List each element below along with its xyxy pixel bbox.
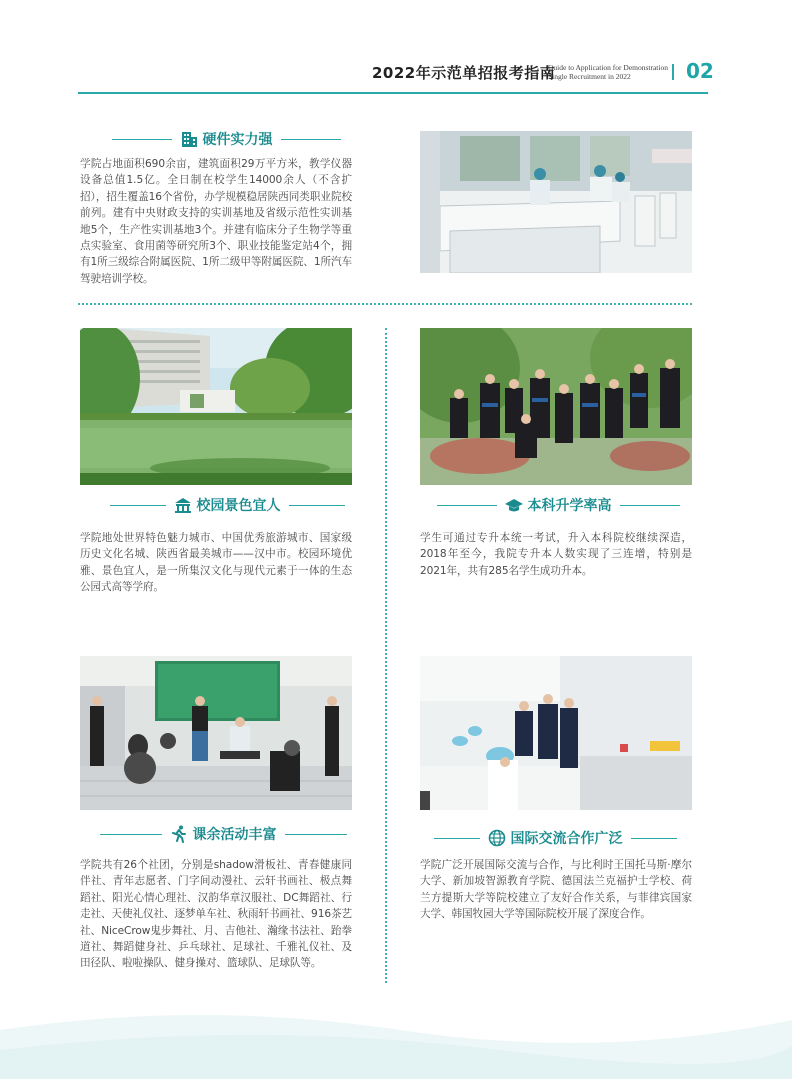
campus-photo xyxy=(80,328,352,485)
section-title: 校园景色宜人 xyxy=(196,498,281,514)
upgrade-text: 学生可通过专升本统一考试，升入本科院校继续深造，2018年至今，我院专升本人数实现了三连增，特别是2021年，共有285名学生成功升本。 xyxy=(420,532,692,577)
section-title: 硬件实力强 xyxy=(202,132,273,148)
section-title: 国际交流合作广泛 xyxy=(510,831,623,847)
heading-rule-left xyxy=(110,505,166,506)
heading-rule-left xyxy=(437,505,497,506)
section-title: 课余活动丰富 xyxy=(192,827,277,843)
hardware-text: 学院占地面积690余亩，建筑面积29万平方米，教学仪器设备总值1.5亿。全日制在校学生14000余人（不含扩招），招生覆盖16个省份，办学规模稳居陕西同类职业院校前列。建有中央财政支持的实训基地及省级示范性实训基地5个，生产性实训基地3个。并建有临床分子生物学等重点实验室、食用菌等研究所3个、职业技能鉴定站4个，拥有1所三级综合附属医院、1所二级甲等附属医院、1所汽车驾驶培训学校。 xyxy=(80,158,352,285)
runner-icon xyxy=(170,825,188,843)
building-icon xyxy=(180,130,198,148)
international-text: 学院广泛开展国际交流与合作，与比利时王国托马斯·摩尔大学、新加坡智源教育学院、德国法兰克福护士学校、荷兰方提斯大学等院校建立了友好合作关系，与菲律宾国家大学、韩国牧园大学等国际院校开展了深度合作。 xyxy=(420,859,692,921)
header-rule xyxy=(78,92,708,94)
heading-rule-left xyxy=(434,838,480,839)
section-heading-international xyxy=(424,827,686,849)
heading-rule-right xyxy=(289,505,345,506)
campus-text: 学院地处世界特色魅力城市、中国优秀旅游城市、国家级历史文化名城、陕西省最美城市——汉中市。校园环境优雅、景色宜人，是一所集汉文化与现代元素于一体的生态公园式高等学府。 xyxy=(80,532,352,594)
subtitle-line-1: Guide to Application for Demonstration xyxy=(548,63,668,72)
heading-rule-right xyxy=(281,139,341,140)
lab-photo xyxy=(420,131,692,273)
nursing-lab-photo xyxy=(420,656,692,810)
graduation-cap-icon xyxy=(505,496,523,514)
section-heading-hardware xyxy=(96,128,356,150)
band-photo xyxy=(80,656,352,810)
header-divider xyxy=(672,64,674,80)
guide-english-subtitle xyxy=(548,63,668,81)
section-title: 本科升学率高 xyxy=(527,498,612,514)
vertical-dotted-divider xyxy=(385,328,387,983)
heading-rule-right xyxy=(285,834,347,835)
section-heading-upgrade xyxy=(428,494,688,516)
heading-rule-left xyxy=(100,834,162,835)
section-heading-activities xyxy=(88,823,358,845)
heading-rule-right xyxy=(631,838,677,839)
subtitle-line-2: Single Recruitment in 2022 xyxy=(548,72,631,81)
decorative-bottom-wave xyxy=(0,990,792,1079)
guide-title: 2022年示范单招报考指南 xyxy=(372,64,556,82)
section-heading-campus xyxy=(92,494,362,516)
activities-text: 学院共有26个社团，分别是shadow滑板社、青春健康同伴社、青年志愿者、门字间动漫社、云轩书画社、极点舞蹈社、阳光心情心理社、汉韵华章汉服社、DC舞蹈社、行走社、天使礼仪社、逐梦单车社、秋雨轩书画社、916茶艺社、NiceCrow鬼步舞社、月、吉他社、瀚缘书法社、跆拳道社、舞蹈健身社、乒乓球社、足球社、千雅礼仪社、及田径队、啦啦操队、健身操对、篮球队、足球队等。 xyxy=(80,859,352,970)
heading-rule-right xyxy=(620,505,680,506)
graduates-photo xyxy=(420,328,692,485)
globe-icon xyxy=(488,829,506,847)
page-number: 02 xyxy=(686,59,714,83)
horizontal-dotted-divider xyxy=(78,303,692,305)
heading-rule-left xyxy=(112,139,172,140)
campus-icon xyxy=(174,496,192,514)
